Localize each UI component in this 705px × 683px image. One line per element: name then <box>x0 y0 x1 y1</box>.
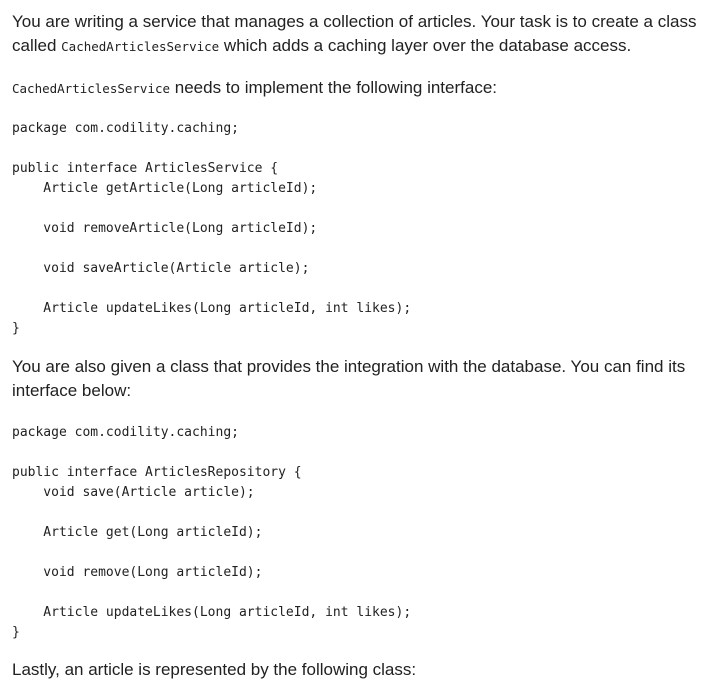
code-block-articles-repository: package com.codility.caching; public interface ArticlesRepository { void save(Article article); Article get(Long articleId); void remove(Long articleId); Article updateLikes(Long articleId, int likes); } <box>12 425 412 640</box>
implement-paragraph <box>12 76 497 101</box>
inline-code-class-name: CachedArticlesService <box>12 81 171 96</box>
intro-paragraph <box>12 10 702 59</box>
implement-text: needs to implement the following interface: <box>170 78 498 97</box>
intro-text-end: which adds a caching layer over the database access. <box>219 36 632 55</box>
repository-intro-paragraph: You are also given a class that provides the integration with the database. You can find its interface below: <box>12 357 686 400</box>
code-block-articles-service: package com.codility.caching; public interface ArticlesService { Article getArticle(Long articleId); void removeArticle(Long articleId); void saveArticle(Article article); Article updateLikes(Long articleId, int likes); } <box>12 121 412 336</box>
lastly-paragraph: Lastly, an article is represented by the following class: <box>12 660 417 679</box>
inline-code-class-name: CachedArticlesService <box>61 39 220 54</box>
intro-text: You are writing a service that manages a collection of articles. Your task is to create a class called <box>12 12 697 55</box>
